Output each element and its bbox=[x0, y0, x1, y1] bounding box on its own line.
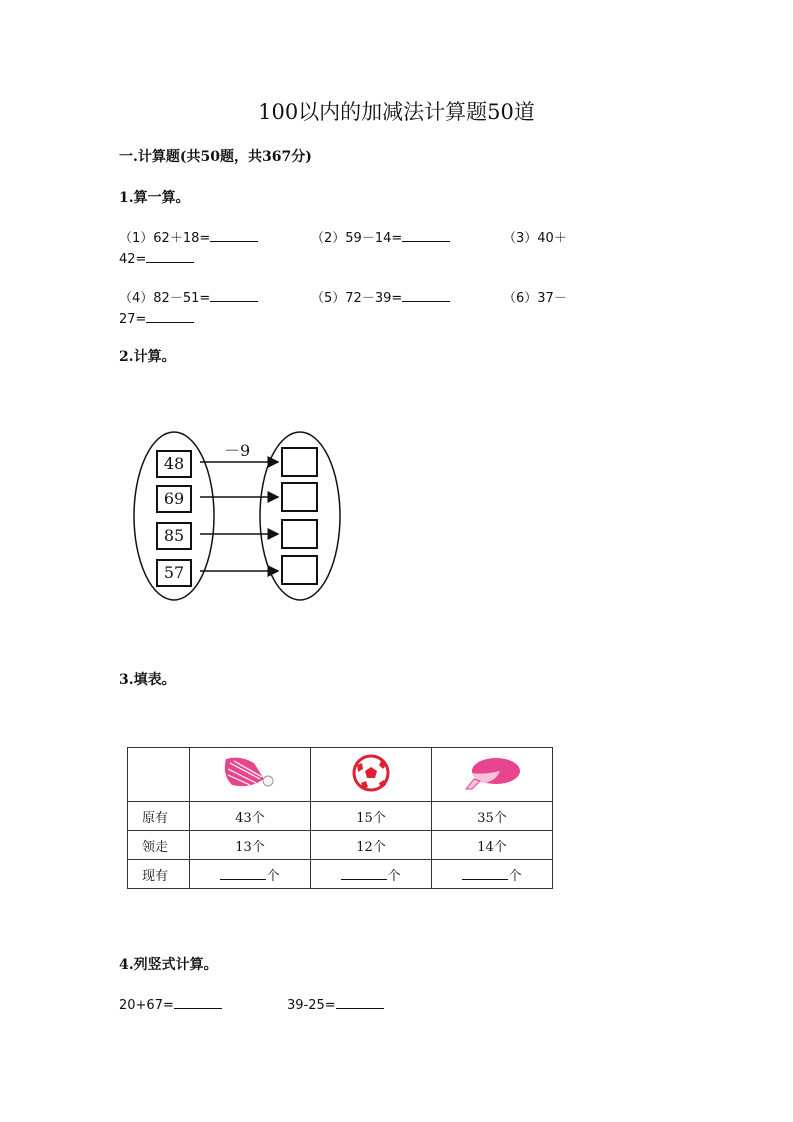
table-row bbox=[128, 802, 553, 831]
answer-blank[interactable] bbox=[462, 867, 508, 880]
number-box: 69 bbox=[156, 485, 192, 513]
problem-number: （5） bbox=[311, 291, 346, 306]
problem-number: （6） bbox=[503, 291, 538, 306]
problem-5 bbox=[311, 287, 450, 306]
number-box: 85 bbox=[156, 522, 192, 550]
question-3-label: 3.填表。 bbox=[119, 672, 176, 688]
answer-blank[interactable] bbox=[402, 287, 450, 302]
table-header-cell bbox=[190, 748, 311, 802]
table-header-cell bbox=[311, 748, 432, 802]
answer-box[interactable] bbox=[281, 555, 318, 585]
answer-blank[interactable] bbox=[174, 994, 222, 1009]
answer-blank[interactable] bbox=[146, 248, 194, 263]
mapping-diagram bbox=[126, 430, 346, 610]
ping-pong-paddle-icon bbox=[460, 753, 524, 793]
shuttlecock-icon bbox=[220, 753, 280, 793]
table-row bbox=[128, 860, 553, 889]
answer-blank[interactable] bbox=[220, 867, 266, 880]
problem-4 bbox=[119, 287, 258, 306]
soccer-ball-icon bbox=[349, 753, 393, 793]
number-box: 48 bbox=[156, 450, 192, 478]
problem-expression: 40＋ bbox=[537, 231, 567, 246]
problem-6-continued bbox=[119, 308, 194, 327]
row-label: 原有 bbox=[128, 802, 190, 831]
unit-label: 个 bbox=[508, 868, 522, 884]
problem-6 bbox=[503, 287, 567, 306]
question-1-label: 1.算一算。 bbox=[119, 190, 190, 206]
problem-2 bbox=[311, 227, 450, 246]
problem-expression: 42= bbox=[119, 252, 147, 267]
problem-1 bbox=[119, 227, 258, 246]
problem-number: （4） bbox=[119, 291, 154, 306]
table-cell: 35个 bbox=[432, 802, 553, 831]
table-cell bbox=[432, 860, 553, 889]
section-heading: 一.计算题(共50题，共367分) bbox=[119, 149, 312, 165]
table-cell: 12个 bbox=[311, 831, 432, 860]
table-corner-cell bbox=[128, 748, 190, 802]
table-cell: 13个 bbox=[190, 831, 311, 860]
problem-expression: 20+67= bbox=[119, 998, 174, 1013]
problem-expression: 39-25= bbox=[287, 998, 336, 1013]
answer-box[interactable] bbox=[281, 482, 318, 512]
problem-expression: 59－14= bbox=[345, 231, 403, 246]
problem-3 bbox=[503, 227, 567, 246]
unit-label: 个 bbox=[387, 868, 401, 884]
unit-label: 个 bbox=[266, 868, 280, 884]
vertical-calc-1 bbox=[119, 994, 222, 1013]
problem-number: （3） bbox=[503, 231, 538, 246]
operator-label: －9 bbox=[224, 441, 251, 460]
answer-blank[interactable] bbox=[146, 308, 194, 323]
table-cell: 14个 bbox=[432, 831, 553, 860]
table-header-cell bbox=[432, 748, 553, 802]
table-cell bbox=[190, 860, 311, 889]
answer-blank[interactable] bbox=[210, 287, 258, 302]
fill-table bbox=[127, 747, 553, 889]
question-4-label: 4.列竖式计算。 bbox=[119, 957, 218, 973]
number-box: 57 bbox=[156, 559, 192, 587]
vertical-calc-2 bbox=[287, 994, 384, 1013]
table-cell: 15个 bbox=[311, 802, 432, 831]
problem-expression: 72－39= bbox=[345, 291, 403, 306]
problem-3-continued bbox=[119, 248, 194, 267]
row-label: 现有 bbox=[128, 860, 190, 889]
problem-expression: 62＋18= bbox=[153, 231, 211, 246]
answer-blank[interactable] bbox=[341, 867, 387, 880]
table-cell: 43个 bbox=[190, 802, 311, 831]
page-title: 100以内的加减法计算题50道 bbox=[258, 100, 535, 124]
answer-blank[interactable] bbox=[210, 227, 258, 242]
problem-expression: 27= bbox=[119, 312, 147, 327]
answer-blank[interactable] bbox=[336, 994, 384, 1009]
row-label: 领走 bbox=[128, 831, 190, 860]
problem-expression: 37－ bbox=[537, 291, 567, 306]
problem-expression: 82－51= bbox=[153, 291, 211, 306]
problem-number: （2） bbox=[311, 231, 346, 246]
table-header-row bbox=[128, 748, 553, 802]
table-row bbox=[128, 831, 553, 860]
answer-box[interactable] bbox=[281, 447, 318, 477]
table-cell bbox=[311, 860, 432, 889]
problem-number: （1） bbox=[119, 231, 154, 246]
answer-blank[interactable] bbox=[402, 227, 450, 242]
question-2-label: 2.计算。 bbox=[119, 349, 176, 365]
answer-box[interactable] bbox=[281, 519, 318, 549]
